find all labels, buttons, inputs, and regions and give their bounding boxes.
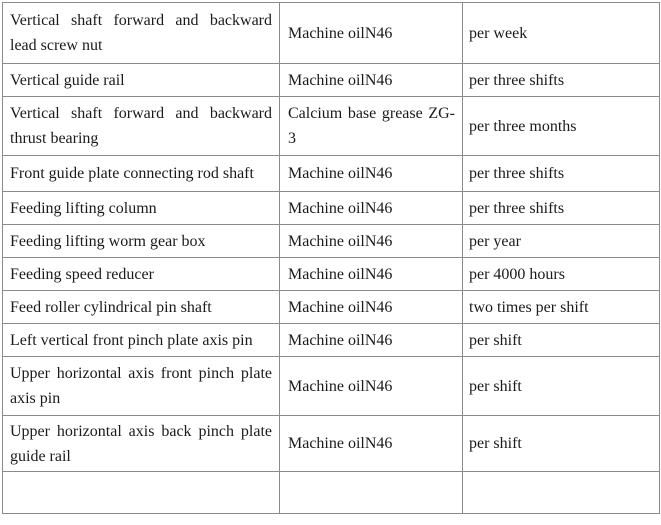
part-cell: Feeding lifting worm gear box	[3, 225, 280, 258]
part-cell: Feeding lifting column	[3, 192, 280, 225]
lubricant-cell: Machine oilN46	[280, 225, 463, 258]
part-cell: Vertical shaft forward and backward lead screw nut	[3, 3, 280, 64]
table-row	[3, 357, 660, 416]
table-row	[3, 64, 660, 97]
interval-cell: per shift	[463, 416, 660, 472]
lubricant-cell	[280, 472, 463, 514]
part-cell	[3, 472, 280, 514]
lubricant-cell: Machine oilN46	[280, 291, 463, 324]
lubricant-cell: Machine oilN46	[280, 324, 463, 357]
lubrication-table-body	[3, 3, 660, 514]
part-cell: Feeding speed reducer	[3, 258, 280, 291]
lubricant-cell: Calcium base grease ZG-3	[280, 97, 463, 156]
lubricant-cell: Machine oilN46	[280, 192, 463, 225]
interval-cell: per shift	[463, 324, 660, 357]
part-cell: Feed roller cylindrical pin shaft	[3, 291, 280, 324]
part-cell: Upper horizontal axis front pinch plate axis pin	[3, 357, 280, 416]
table-row	[3, 416, 660, 472]
interval-cell: per shift	[463, 357, 660, 416]
part-cell: Left vertical front pinch plate axis pin	[3, 324, 280, 357]
table-row	[3, 472, 660, 514]
part-cell: Vertical shaft forward and backward thrust bearing	[3, 97, 280, 156]
interval-cell: per week	[463, 3, 660, 64]
table-row	[3, 291, 660, 324]
table-row	[3, 97, 660, 156]
lubricant-cell: Machine oilN46	[280, 258, 463, 291]
interval-cell: two times per shift	[463, 291, 660, 324]
table-row	[3, 324, 660, 357]
table-row	[3, 156, 660, 192]
lubricant-cell: Machine oilN46	[280, 64, 463, 97]
interval-cell: per year	[463, 225, 660, 258]
interval-cell: per three months	[463, 97, 660, 156]
part-cell: Vertical guide rail	[3, 64, 280, 97]
interval-cell: per 4000 hours	[463, 258, 660, 291]
table-row	[3, 225, 660, 258]
lubrication-table	[2, 2, 660, 514]
lubricant-cell: Machine oilN46	[280, 3, 463, 64]
table-row	[3, 258, 660, 291]
lubricant-cell: Machine oilN46	[280, 357, 463, 416]
lubricant-cell: Machine oilN46	[280, 156, 463, 192]
interval-cell: per three shifts	[463, 64, 660, 97]
interval-cell: per three shifts	[463, 156, 660, 192]
lubricant-cell: Machine oilN46	[280, 416, 463, 472]
part-cell: Front guide plate connecting rod shaft	[3, 156, 280, 192]
table-row	[3, 192, 660, 225]
interval-cell	[463, 472, 660, 514]
part-cell: Upper horizontal axis back pinch plate guide rail	[3, 416, 280, 472]
interval-cell: per three shifts	[463, 192, 660, 225]
table-row	[3, 3, 660, 64]
